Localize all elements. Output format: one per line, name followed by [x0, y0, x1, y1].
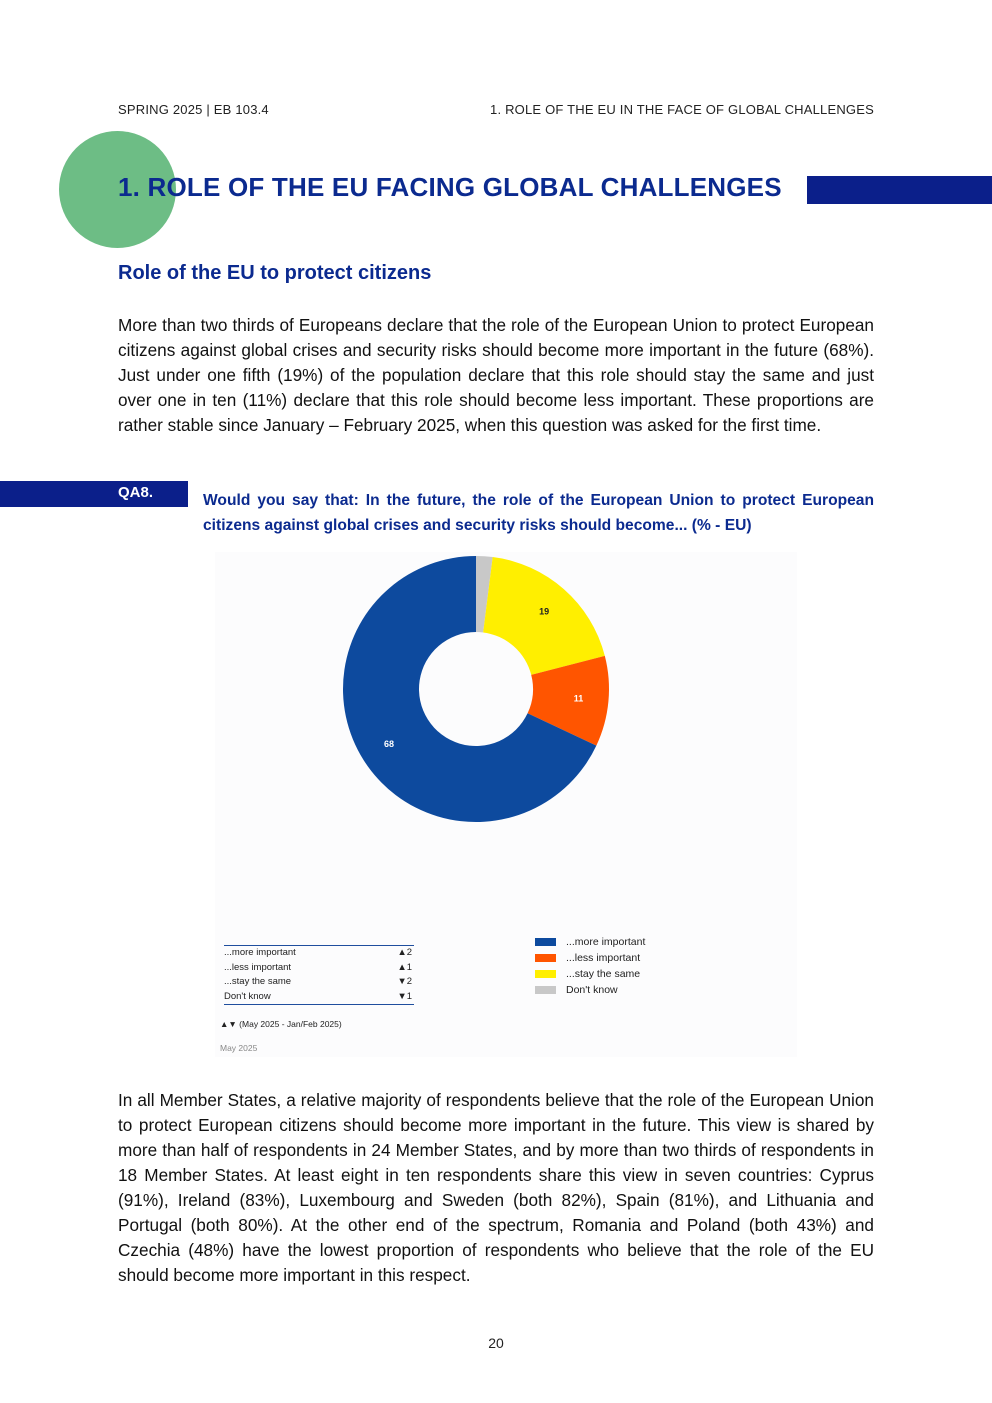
- change-row-value: ▼1: [397, 990, 412, 1002]
- change-row: [224, 975, 414, 990]
- change-row-label: Don't know: [224, 990, 271, 1002]
- chart-date: May 2025: [220, 1043, 258, 1053]
- change-row: [224, 990, 414, 1005]
- legend-swatch: [535, 954, 556, 962]
- legend-swatch: [535, 938, 556, 946]
- question-id-bar: [0, 481, 188, 507]
- legend-label: ...less important: [566, 952, 641, 964]
- change-row-label: ...more important: [224, 947, 296, 958]
- running-header-left: SPRING 2025 | EB 103.4: [118, 102, 269, 117]
- change-row-value: ▲1: [397, 961, 412, 973]
- legend-item: [535, 966, 645, 982]
- legend-item: [535, 982, 645, 998]
- legend-item: [535, 934, 645, 950]
- legend-label: Don't know: [566, 984, 618, 996]
- member-states-paragraph: In all Member States, a relative majority of respondents believe that the role of the European Union to protect European citizens should become more important in the future. This view is shared by more than half of respondents in 24 Member States, and by more than two thirds of respondents in 18 Member States. At least eight in ten respondents share this view in seven countries: Cyprus (91%), Ireland (83%), Luxembourg and Sweden (both 82%), Spain (81%), and Lithuania and Portugal (both 80%). At the other end of the spectrum, Romania and Poland (both 43%) and Czechia (48%) have the lowest proportion of respondents who believe that the role of the EU should become more important in this respect.: [118, 1090, 874, 1285]
- question-text: Would you say that: In the future, the role of the European Union to protect European citizens against global crises and security risks should become... (% - EU): [203, 492, 874, 534]
- legend-item: [535, 950, 645, 966]
- donut-chart: [215, 552, 797, 1057]
- intro-paragraph: More than two thirds of Europeans declare that the role of the European Union to protect European citizens against global crises and security risks should become more important in the future (68%). Just under one fifth (19%) of the population declare that this role should stay the same and just over one in ten (11%) declare that this role should become less important. These proportions are rather stable since January – February 2025, when this question was asked for the first time.: [118, 315, 874, 435]
- legend-swatch: [535, 986, 556, 994]
- change-table: [224, 945, 414, 1005]
- chapter-title: 1. ROLE OF THE EU FACING GLOBAL CHALLENGES: [118, 172, 782, 202]
- change-row: [224, 946, 414, 961]
- change-row-label: ...stay the same: [224, 976, 292, 987]
- change-row-label: ...less important: [224, 961, 292, 973]
- legend-label: ...stay the same: [566, 968, 641, 980]
- donut-value-label: 11: [573, 693, 584, 704]
- donut-value-label: 19: [539, 606, 550, 617]
- donut-value-label: 68: [384, 739, 395, 750]
- section-title: Role of the EU to protect citizens: [118, 262, 432, 284]
- donut-chart-svg: [215, 552, 797, 932]
- running-header-right: 1. ROLE OF THE EU IN THE FACE OF GLOBAL CHALLENGES: [490, 102, 874, 117]
- chapter-accent-bar: [807, 176, 992, 204]
- change-row-value: ▼2: [397, 976, 412, 987]
- question-id: QA8.: [118, 484, 154, 501]
- chart-legend: [535, 934, 645, 998]
- change-note: ▲▼ (May 2025 - Jan/Feb 2025): [220, 1019, 342, 1029]
- change-row: [224, 961, 414, 976]
- legend-label: ...more important: [566, 936, 646, 948]
- legend-swatch: [535, 970, 556, 978]
- change-row-value: ▲2: [397, 947, 412, 958]
- page-number: 20: [488, 1335, 504, 1351]
